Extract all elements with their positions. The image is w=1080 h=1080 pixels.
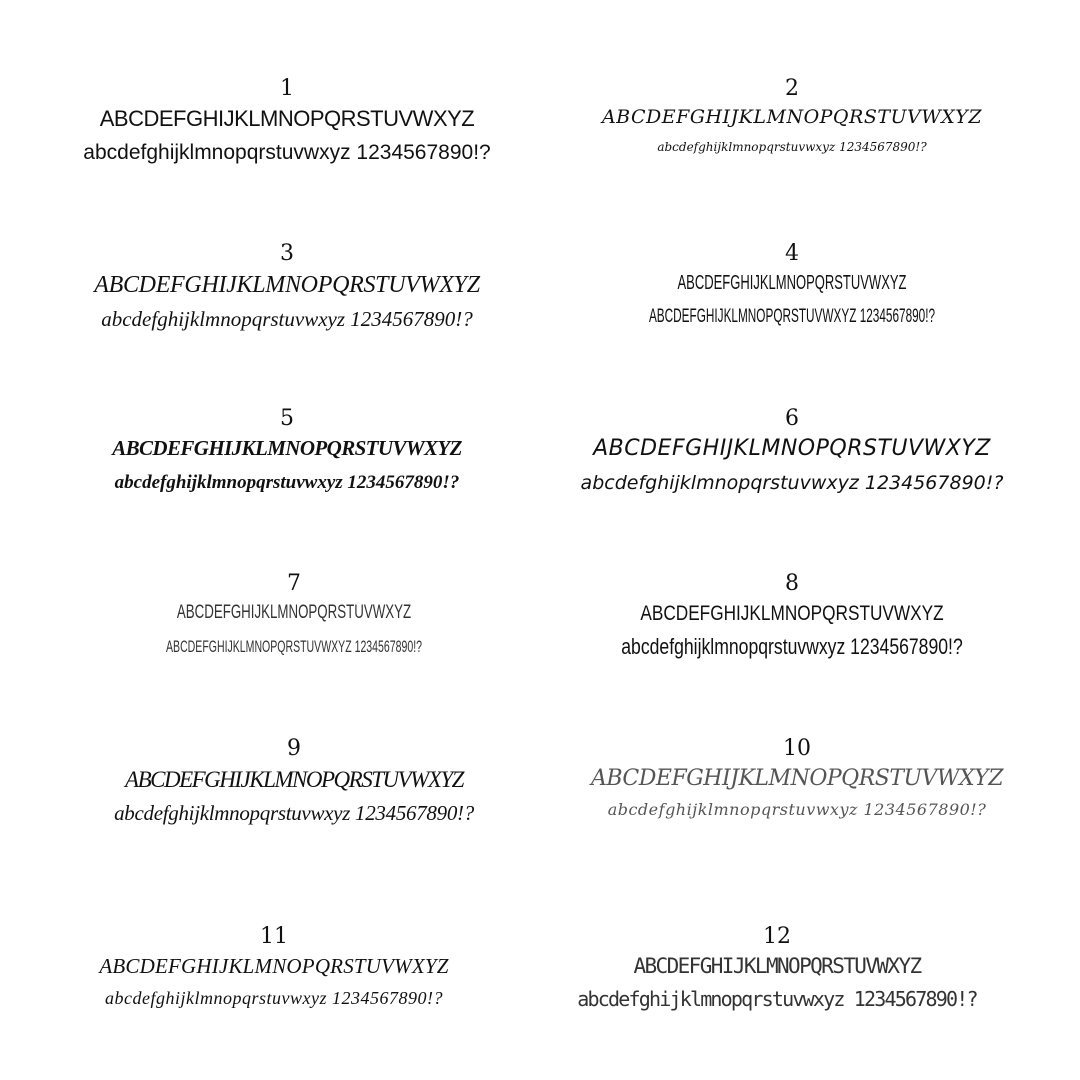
uppercase-alphabet: ABCDEFGHIJKLMNOPQRSTUVWXYZ [590,766,1004,791]
font-sample-1 [47,78,527,163]
sample-number: 8 [785,571,799,596]
lowercase-alphabet-digits: abcdefghijklmnopqrstuvwxyz 1234567890!? [101,307,473,331]
font-sample-11 [34,926,514,1007]
sample-number: 6 [785,406,799,431]
sample-number: 9 [287,736,301,761]
uppercase-alphabet: ABCDEFGHIJKLMNOPQRSTUVWXYZ [601,106,983,128]
sample-number: 1 [280,76,294,101]
uppercase-alphabet: ABCDEFGHIJKLMNOPQRSTUVWXYZ [112,436,462,460]
sample-number: 7 [287,571,301,596]
lowercase-alphabet-digits: abcdefghijklmnopqrstuvwxyz 1234567890!? [105,988,443,1008]
uppercase-alphabet: ABCDEFGHIJKLMNOPQRSTUVWXYZ [125,767,463,792]
uppercase-alphabet: ABCDEFGHIJKLMNOPQRSTUVWXYZ [176,602,412,623]
lowercase-alphabet-digits: abcdefghijklmnopqrstuvwxyz 1234567890!? [607,800,987,819]
sample-number: 12 [763,924,791,949]
font-sample-3 [47,243,527,330]
font-sample-10 [557,738,1037,818]
sample-number: 11 [260,924,288,949]
uppercase-alphabet: ABCDEFGHIJKLMNOPQRSTUVWXYZ [640,602,944,625]
font-sample-4 [552,243,1032,326]
font-sample-7 [54,573,534,655]
font-sample-2 [552,78,1032,153]
lowercase-alphabet-digits: abcdefghijklmnopqrstuvwxyz 1234567890!? [657,140,927,154]
sample-number: 4 [785,241,799,266]
sample-number: 5 [280,406,294,431]
uppercase-alphabet: ABCDEFGHIJKLMNOPQRSTUVWXYZ [99,106,475,131]
uppercase-alphabet: ABCDEFGHIJKLMNOPQRSTUVWXYZ [94,272,480,298]
uppercase-alphabet: ABCDEFGHIJKLMNOPQRSTUVWXYZ [99,954,449,978]
uppercase-alphabet: ABCDEFGHIJKLMNOPQRSTUVWXYZ [593,436,991,461]
sample-number: 2 [785,76,799,101]
font-sample-9 [54,738,534,824]
lowercase-alphabet-digits: abcdefghijklmnopqrstuvwxyz 1234567890!? [114,801,474,825]
font-sample-8 [557,573,1027,658]
uppercase-alphabet: ABCDEFGHIJKLMNOPQRSTUVWXYZ [677,272,907,294]
lowercase-alphabet-digits: ABCDEFGHIJKLMNOPQRSTUVWXYZ 1234567890!? [648,306,936,327]
lowercase-alphabet-digits: abcdefghijklmnopqrstuvwxyz 1234567890!? [83,141,491,164]
lowercase-alphabet-digits: ABCDEFGHIJKLMNOPQRSTUVWXYZ 1234567890!? [166,637,422,656]
lowercase-alphabet-digits: abcdefghijklmnopqrstuvwxyz 1234567890!? [621,634,963,659]
font-sample-6 [552,408,1032,493]
font-sample-12 [537,926,1017,1009]
uppercase-alphabet: ABCDEFGHIJKLMNOPQRSTUVWXYZ [633,954,921,978]
sample-number: 3 [280,241,294,266]
lowercase-alphabet-digits: abcdefghijklmnopqrstuvwxyz 1234567890!? [580,472,1004,494]
sample-number: 10 [783,736,811,761]
lowercase-alphabet-digits: abcdefghijklmnopqrstuvwxyz 1234567890!? [577,987,977,1011]
font-sample-5 [47,408,527,492]
lowercase-alphabet-digits: abcdefghijklmnopqrstuvwxyz 1234567890!? [114,472,460,493]
